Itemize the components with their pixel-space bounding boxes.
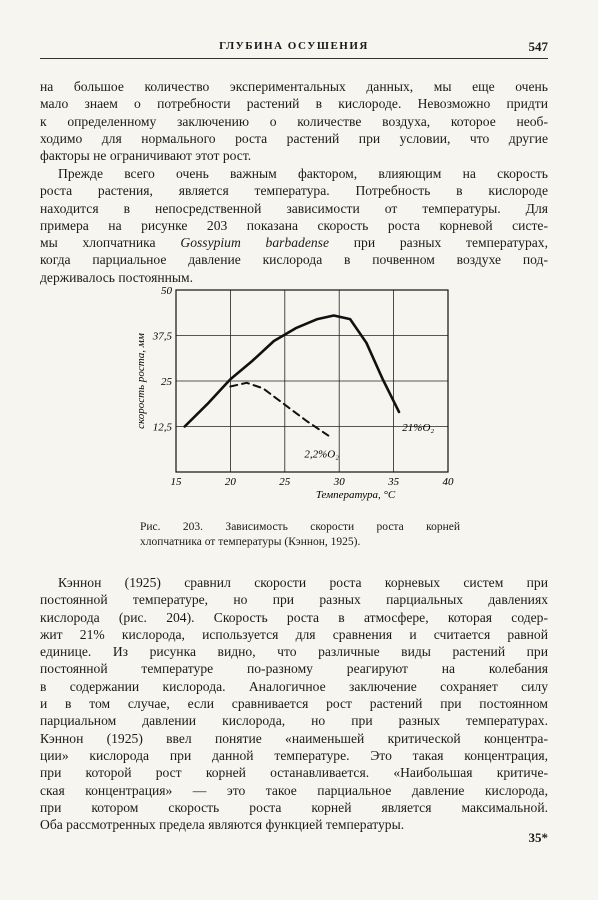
y-tick-label: 50 <box>161 285 172 297</box>
text-line: постоянной температуре, но при разных парциальных давлениях <box>40 592 548 608</box>
text-line: кислорода (рис. 204). Скорость роста в атмосфере, которая содер- <box>40 609 548 625</box>
x-tick-label: 35 <box>388 476 400 488</box>
series-line-o2-21 <box>185 316 399 427</box>
text-line: находится в непосредственной зависимости от температуры. Для <box>40 200 548 216</box>
caption-line: хлопчатника от температуры (Кэннон, 1925). <box>140 536 361 548</box>
text-line: единице. Из рисунка видно, что различные виды растений при <box>40 644 548 660</box>
y-tick-label: 37,5 <box>152 330 172 343</box>
text-line: ции» кислорода при данной температуре. Это такая концентрация, <box>40 747 548 763</box>
text-line: Прежде всего очень важным фактором, влияющим на скорость <box>58 166 548 181</box>
text-line: парциальном давлении кислорода, но при разных температурах. <box>40 713 548 729</box>
text-line: ская концентрация» — это такое парциальное давление кислорода, <box>40 782 548 798</box>
species-name: Gossypium barbadense <box>180 235 329 251</box>
paragraph-2 <box>40 165 548 286</box>
figure-caption <box>140 520 460 550</box>
signature-mark: 35* <box>528 830 548 845</box>
x-tick-label: 20 <box>224 476 236 488</box>
page-header <box>40 40 548 59</box>
y-axis-label: скорость роста, мм <box>135 333 147 429</box>
text-line: факторы не ограничивают этот рост. <box>40 148 252 164</box>
running-head: ГЛУБИНА ОСУШЕНИЯ <box>219 40 369 52</box>
text-line: при котором скорость роста корней является максимальной. <box>40 799 548 815</box>
text-line: мы хлопчатника Gossypium barbadense при разных температурах, <box>40 235 548 251</box>
text-line: Кэннон (1925) сравнил скорости роста корневых систем при <box>58 575 548 590</box>
caption-line: Рис. 203. Зависимость скорости роста корней <box>140 521 460 533</box>
text-line: роста растения, является температура. Потребность в кислороде <box>40 183 548 199</box>
text-line: к определенному заключению о количестве воздуха, которое необ- <box>40 113 548 129</box>
text-line: жит 21% кислорода, используется для сравнения и считается равной <box>40 626 548 642</box>
text-line: на большое количество экспериментальных данных, мы еще очень <box>40 79 548 94</box>
text-line: в содержании кислорода. Аналогичное заключение сохраняет силу <box>40 678 548 694</box>
text-line: примера на рисунке 203 показана скорость роста корневой систе- <box>40 217 548 233</box>
text-line: когда парциальное давление кислорода в почвенном воздухе под- <box>40 252 548 268</box>
paragraph-1 <box>40 78 548 164</box>
text-line: мало знаем о потребности растений в кислороде. Невозможно придти <box>40 96 548 112</box>
x-tick-label: 15 <box>170 476 182 488</box>
text-line: Кэннон (1925) ввел понятие «наименьшей критической концентра- <box>40 730 548 746</box>
y-tick-label: 25 <box>161 376 172 388</box>
x-tick-label: 25 <box>279 476 291 488</box>
text-line: постоянной температуре по-разному реагируют на колебания <box>40 661 548 677</box>
y-tick-label: 12,5 <box>152 421 172 434</box>
x-tick-label: 30 <box>333 476 345 488</box>
text-line: Оба рассмотренных предела являются функцией температуры. <box>40 817 405 833</box>
figure-203 <box>130 282 465 502</box>
series-line-o2-2-2 <box>230 383 328 436</box>
series-label-o2-2-2: 2,2%O₂ <box>304 448 340 461</box>
series-label-o2-21: 21%O₂ <box>402 422 435 435</box>
growth-temperature-chart <box>130 282 465 502</box>
text-line: ходимо для нормального роста растений при условии, что другие <box>40 130 548 146</box>
text-line: держивалось постоянным. <box>40 269 194 285</box>
paragraph-3 <box>40 574 548 833</box>
x-axis-label: Температура, °С <box>315 489 396 501</box>
page-number: 547 <box>528 39 548 54</box>
text-line: и в том случае, если сравнивается рост растений при постоянном <box>40 696 548 712</box>
x-tick-label: 40 <box>442 476 454 488</box>
text-line: при которой рост корней останавливается. «Наибольшая критиче- <box>40 765 548 781</box>
